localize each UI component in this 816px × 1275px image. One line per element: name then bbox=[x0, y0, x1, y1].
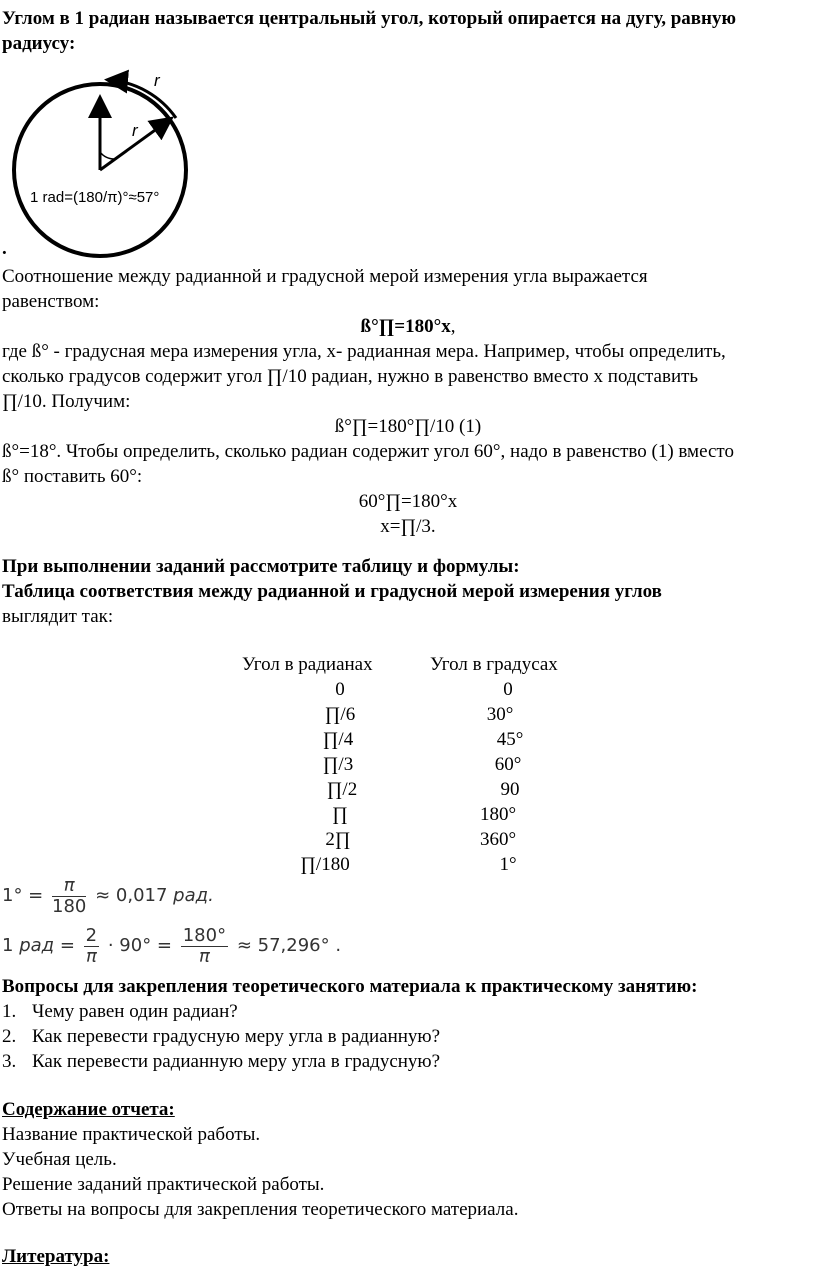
tasks-line-3: выглядит так: bbox=[2, 606, 114, 627]
table-cell-rad: ∏ bbox=[332, 804, 348, 825]
table-cell-rad: ∏/180 bbox=[300, 854, 350, 875]
f1-left: 1° = bbox=[2, 885, 44, 906]
explain-line-2: сколько градусов содержит угол ∏/10 радиан, нужно в равенство вместо х подставить bbox=[2, 366, 699, 387]
question-number: 3. bbox=[2, 1051, 17, 1072]
angle-arc bbox=[100, 152, 115, 159]
formula-4: х=∏/3. bbox=[380, 516, 436, 537]
table-cell-deg: 0 bbox=[503, 679, 513, 700]
table-cell-rad: ∏/3 bbox=[322, 754, 354, 775]
relation-line-2: равенством: bbox=[2, 291, 100, 312]
table-cell-deg: 60° bbox=[494, 754, 522, 775]
f1-den: 180 bbox=[52, 895, 87, 917]
question-text: Как перевести радианную меру угла в градусную? bbox=[32, 1051, 441, 1072]
formula-main-tail: , bbox=[450, 316, 456, 337]
formula-image-2 bbox=[2, 922, 341, 970]
f2-den: π bbox=[85, 945, 97, 967]
table-cell-deg: 90 bbox=[500, 779, 520, 800]
figure-caption: 1 rad=(180/π)°≈57° bbox=[30, 189, 160, 206]
radian-figure bbox=[8, 68, 198, 258]
arc-r-label: r bbox=[154, 71, 160, 90]
f1-right: ≈ 0,017 bbox=[95, 885, 168, 906]
table-cell-rad: ∏/4 bbox=[322, 729, 354, 750]
f2-den2: π bbox=[198, 945, 210, 967]
report-item: Решение заданий практической работы. bbox=[2, 1174, 325, 1195]
formula-2: ß°∏=180°∏/10 (1) bbox=[334, 416, 482, 437]
radius-r-label: r bbox=[132, 121, 138, 140]
table-cell-rad: ∏/2 bbox=[326, 779, 358, 800]
intro-heading: Углом в 1 радиан называется центральный угол, который опирается на дугу, равную радиусу: bbox=[2, 8, 737, 54]
f2-fraction-2 bbox=[181, 926, 228, 967]
f1-num: π bbox=[52, 876, 86, 897]
f1-unit: рад. bbox=[173, 885, 214, 906]
explain-line-4: ß°=18°. Чтобы определить, сколько радиан содержит угол 60°, надо в равенство (1) вместо bbox=[2, 441, 734, 462]
tasks-line-1: При выполнении заданий рассмотрите таблицу и формулы: bbox=[2, 556, 520, 577]
question-item bbox=[2, 1051, 441, 1073]
f2-right: ≈ 57,296° . bbox=[236, 935, 342, 956]
table-cell-rad: ∏/6 bbox=[324, 704, 356, 725]
formula-3: 60°∏=180°х bbox=[358, 491, 458, 512]
f1-fraction bbox=[52, 876, 86, 917]
explain-line-1: где ß° - градусная мера измерения угла, х- радианная мера. Например, чтобы определить, bbox=[2, 341, 726, 362]
table-cell-deg: 180° bbox=[479, 804, 517, 825]
table-header-radians: Угол в радианах bbox=[242, 654, 373, 675]
report-item: Учебная цель. bbox=[2, 1149, 117, 1170]
f2-num2: 180° bbox=[182, 924, 227, 946]
explain-line-5: ß° поставить 60°: bbox=[2, 466, 143, 487]
f2-eq: = bbox=[59, 935, 75, 956]
f2-mid: · 90° = bbox=[107, 935, 172, 956]
questions-heading: Вопросы для закрепления теоретического материала к практическому занятию: bbox=[2, 976, 698, 997]
question-number: 2. bbox=[2, 1026, 17, 1047]
question-item bbox=[2, 1026, 441, 1048]
table-cell-deg: 45° bbox=[496, 729, 524, 750]
question-number: 1. bbox=[2, 1001, 17, 1022]
table-cell-deg: 360° bbox=[479, 829, 517, 850]
formula-main-expr: ß°∏=180°х bbox=[360, 316, 451, 337]
f2-left: 1 bbox=[2, 935, 14, 956]
table-cell-deg: 1° bbox=[499, 854, 517, 875]
question-item bbox=[2, 1001, 238, 1023]
literature-heading: Литература: bbox=[2, 1246, 110, 1267]
report-heading: Содержание отчета: bbox=[2, 1099, 175, 1120]
table-cell-deg: 30° bbox=[486, 704, 514, 725]
table-header-degrees: Угол в градусах bbox=[430, 654, 558, 675]
table-cell-rad: 0 bbox=[335, 679, 345, 700]
tasks-line-2: Таблица соответствия между радианной и градусной мерой измерения углов bbox=[2, 581, 662, 602]
report-item: Ответы на вопросы для закрепления теоретического материала. bbox=[2, 1199, 519, 1220]
relation-line-1: Соотношение между радианной и градусной мерой измерения угла выражается bbox=[2, 266, 648, 287]
dot-marker: . bbox=[2, 238, 7, 259]
f2-num: 2 bbox=[85, 924, 98, 946]
report-item: Название практической работы. bbox=[2, 1124, 261, 1145]
formula-main bbox=[0, 316, 816, 338]
question-text: Как перевести градусную меру угла в радианную? bbox=[32, 1026, 441, 1047]
explain-line-3: ∏/10. Получим: bbox=[2, 391, 131, 412]
f2-fraction-1 bbox=[84, 926, 99, 967]
formula-image-1 bbox=[2, 874, 214, 918]
table-cell-rad: 2∏ bbox=[325, 829, 351, 850]
f2-unit: рад bbox=[19, 935, 55, 956]
question-text: Чему равен один радиан? bbox=[32, 1001, 238, 1022]
